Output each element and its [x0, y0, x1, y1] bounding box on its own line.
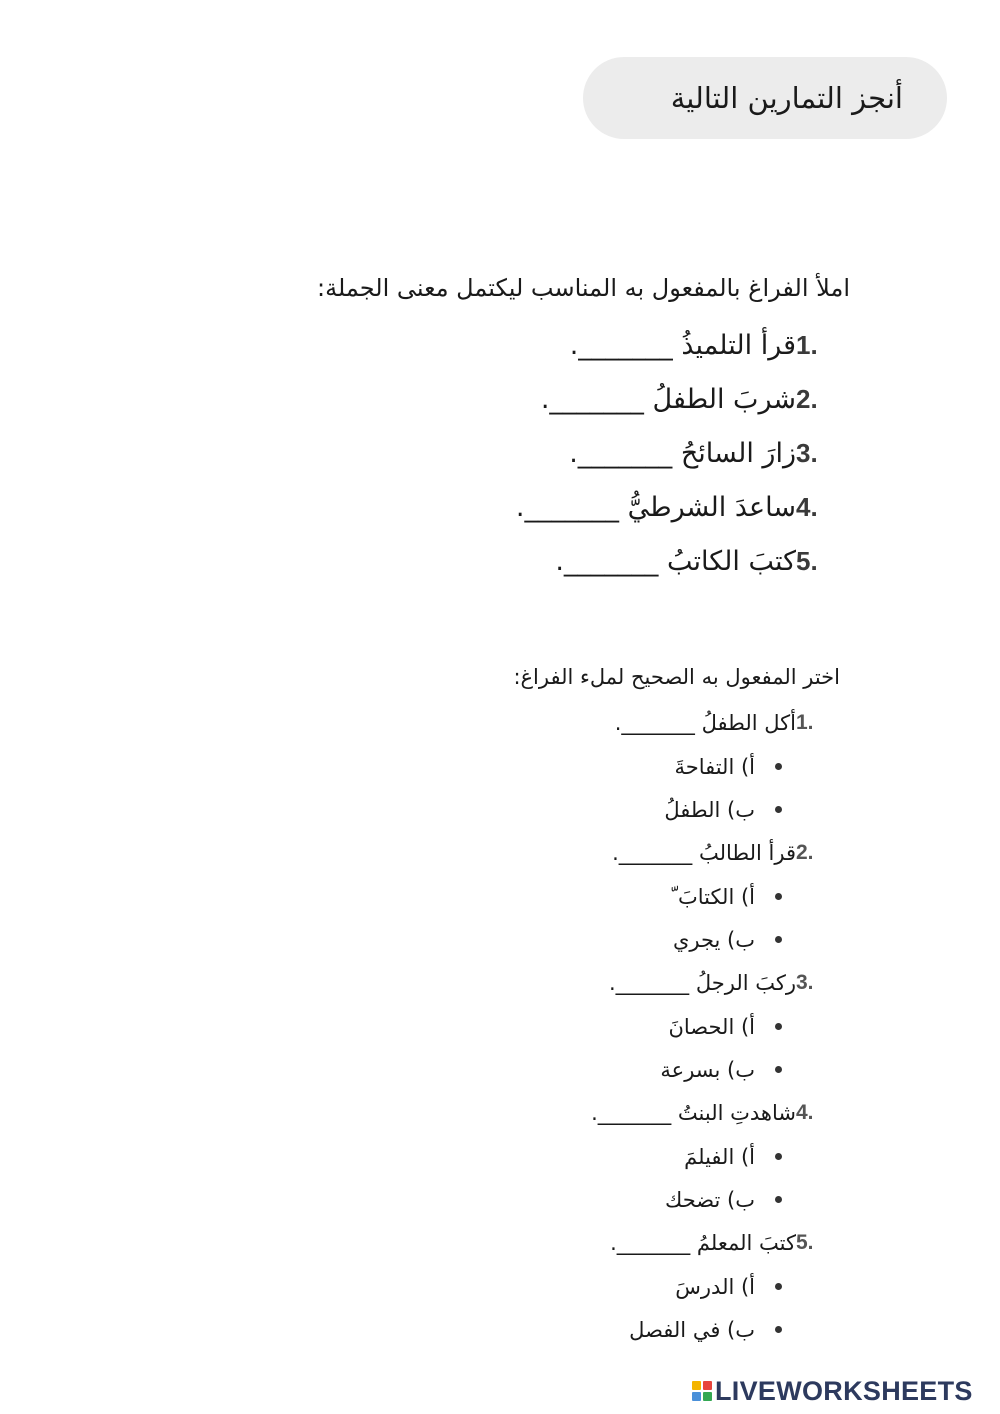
option-text: ب) الطفلُ: [664, 797, 755, 822]
exercise-1-list: [230, 318, 850, 588]
question-item: [280, 701, 840, 831]
list-item: [230, 372, 850, 426]
item-number: 5.: [796, 545, 818, 576]
option-text: أ) الكتابَ ّ: [671, 884, 755, 909]
list-item: [230, 426, 850, 480]
question-number: 2.: [796, 841, 814, 864]
exercise-2-instruction: اختر المفعول به الصحيح لملء الفراغ:: [513, 665, 840, 689]
bullet-icon: [775, 1023, 782, 1030]
bullet-icon: [775, 806, 782, 813]
sentence-text: قرأ التلميذُ _______.: [569, 329, 796, 361]
option-a: [280, 745, 782, 788]
option-text: أ) التفاحةَ: [674, 754, 755, 779]
question-item: [280, 1221, 840, 1351]
liveworksheets-logo-icon: [692, 1381, 712, 1401]
item-number: 1.: [796, 329, 818, 360]
question-item: [280, 1091, 840, 1221]
title-banner: [583, 57, 947, 139]
question-item: [280, 961, 840, 1091]
sentence-text: ساعدَ الشرطيُّ _______.: [515, 491, 796, 523]
option-b: [280, 1178, 782, 1221]
sentence-text: شربَ الطفلُ _______.: [540, 383, 796, 415]
question-sentence: ركبَ الرجلُ _______.: [609, 971, 796, 995]
question-sentence: أكل الطفلُ _______.: [614, 711, 796, 735]
question-item: [280, 831, 840, 961]
option-b: [280, 1308, 782, 1351]
page-title: أنجز التمارين التالية: [670, 81, 903, 115]
logo-square: [692, 1392, 701, 1401]
bullet-icon: [775, 1326, 782, 1333]
option-text: ب) في الفصل: [629, 1317, 755, 1342]
options-list: [280, 875, 840, 961]
option-text: ب) بسرعة: [660, 1057, 755, 1082]
option-b: [280, 788, 782, 831]
exercise-1: [230, 268, 850, 588]
exercise-2: [280, 660, 840, 1351]
bullet-icon: [775, 893, 782, 900]
options-list: [280, 1265, 840, 1351]
option-a: [280, 1135, 782, 1178]
option-b: [280, 1048, 782, 1091]
question-sentence: شاهدتِ البنتُ _______.: [591, 1101, 796, 1125]
option-a: [280, 875, 782, 918]
sentence-text: زارَ السائحُ _______.: [569, 437, 796, 469]
exercise-2-list: [280, 701, 840, 1351]
bullet-icon: [775, 936, 782, 943]
option-text: أ) الحصانَ: [668, 1014, 755, 1039]
liveworksheets-brand: [692, 1376, 973, 1406]
question-number: 3.: [796, 971, 814, 994]
list-item: [230, 480, 850, 534]
list-item: [230, 534, 850, 588]
options-list: [280, 745, 840, 831]
option-text: أ) الفيلمَ: [684, 1144, 755, 1169]
logo-square: [692, 1381, 701, 1390]
brand-wordmark: LIVEWORKSHEETS: [715, 1375, 973, 1406]
option-text: أ) الدرسَ: [675, 1274, 755, 1299]
list-item: [230, 318, 850, 372]
option-text: ب) يجري: [672, 927, 755, 952]
bullet-icon: [775, 1196, 782, 1203]
question-sentence: كتبَ المعلمُ _______.: [610, 1231, 796, 1255]
item-number: 2.: [796, 383, 818, 414]
question-number: 4.: [796, 1101, 814, 1124]
bullet-icon: [775, 763, 782, 770]
question-sentence: قرأ الطالبُ _______.: [612, 841, 796, 865]
question-number: 1.: [796, 711, 814, 734]
question-number: 5.: [796, 1231, 814, 1254]
exercise-1-instruction: املأ الفراغ بالمفعول به المناسب ليكتمل معنى الجملة:: [317, 274, 850, 302]
item-number: 4.: [796, 491, 818, 522]
bullet-icon: [775, 1153, 782, 1160]
logo-square: [703, 1381, 712, 1390]
logo-square: [703, 1392, 712, 1401]
options-list: [280, 1135, 840, 1221]
option-a: [280, 1005, 782, 1048]
bullet-icon: [775, 1283, 782, 1290]
bullet-icon: [775, 1066, 782, 1073]
item-number: 3.: [796, 437, 818, 468]
option-b: [280, 918, 782, 961]
sentence-text: كتبَ الكاتبُ _______.: [555, 545, 796, 577]
options-list: [280, 1005, 840, 1091]
option-a: [280, 1265, 782, 1308]
option-text: ب) تضحك: [665, 1187, 755, 1212]
